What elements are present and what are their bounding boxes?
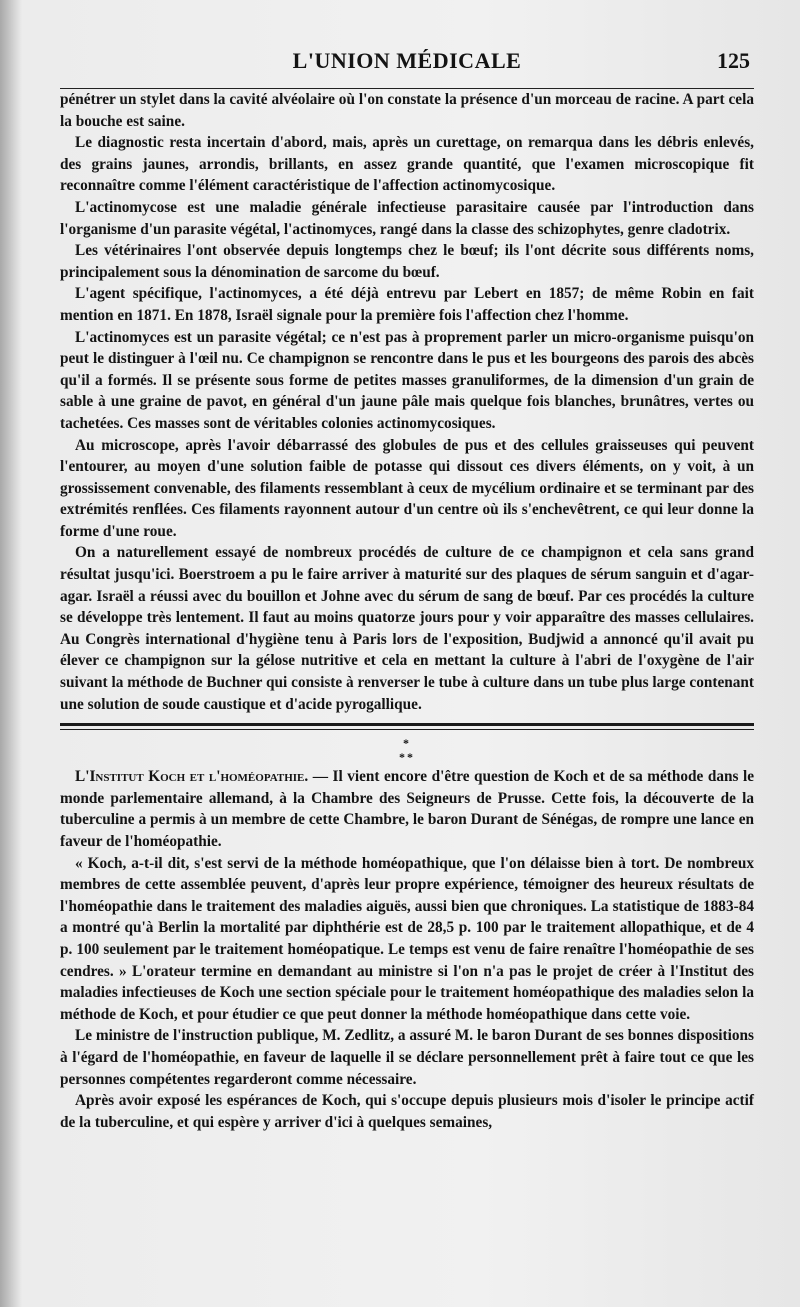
section-lead-text: — Il vient encore d'être question de Koch et de sa méthode dans le monde parlementaire allemand, à la Chambre des Seigneurs de Prusse. Cette fois, la découverte de la tuberculine a permis à un membre de cette Chambre, le baron Durant de Sénégas, de rompre une lance en faveur de l'homéopathie. [60, 768, 754, 850]
page-number: 125 [717, 48, 750, 73]
section-divider [60, 723, 754, 730]
running-title: L'UNION MÉDICALE [292, 48, 522, 73]
divider-thin-line [60, 729, 754, 730]
section-lead-paragraph [60, 766, 754, 852]
paragraph: Le ministre de l'instruction publique, M. Zedlitz, a assuré M. le baron Durant de ses bonnes dispositions à l'égard de l'homéopathie, en faveur de laquelle il se déclare personnellement prêt à faire tout ce que les personnes compétentes regarderont comme nécessaire. [60, 1027, 754, 1088]
paragraph: « Koch, a-t-il dit, s'est servi de la méthode homéopathique, que l'on délaisse bien à tort. De nombreux membres de cette assemblée peuvent, d'après leur propre expérience, témoigner des heureux résultats de l'homéopathie dans le traitement des maladies aiguës, aussi bien que chroniques. La statistique de 1883-84 a montré qu'à Berlin la mortalité par diphthérie est de 28,5 p. 100 par le traitement allopathique, et de 4 p. 100 seulement par le traitement homéopatique. Le temps est venu de faire renaître l'homéopathie de ses cendres. » L'orateur termine en demandant au ministre si l'on n'a pas le projet de créer à l'Institut des maladies infectieuses de Koch une section spéciale pour le traitement homéopathique des maladies selon la méthode de Koch, et pour étudier ce que peut donner la méthode homéopathique dans cette voie. [60, 854, 754, 1023]
divider-thick-line [60, 723, 754, 726]
paragraph: Après avoir exposé les espérances de Koch, qui s'occupe depuis plusieurs mois d'isoler le principe actif de la tuberculine, et qui espère y arriver d'ici à quelques semaines, [60, 1092, 754, 1131]
article-body [60, 89, 754, 715]
paragraph: On a naturellement essayé de nombreux procédés de culture de ce champignon et cela sans grand résultat jusqu'ici. Boerstroem a pu le faire arriver à maturité sur des plaques de sérum sanguin et d'agar-agar. Israël a réussi avec du bouillon et Johne avec du sérum de sang de bœuf. Par ces procédés la culture se développe très lentement. Il faut au moins quatorze jours pour y voir apparaître des masses cellulaires. Au Congrès international d'hygiène tenu à Paris lors de l'exposition, Budjwid a annoncé qu'il avait pu élever ce champignon sur la gélose nutritive et cela en mettant la culture à l'abri de l'oxygène de l'air suivant la méthode de Buchner qui consiste à renverser le tube à culture dans un tube plus large contenant une solution de soude caustique et d'acide pyrogallique. [60, 544, 754, 713]
paragraph: pénétrer un stylet dans la cavité alvéolaire où l'on constate la présence d'un morceau de racine. A part cela la bouche est saine. [60, 91, 754, 130]
section-heading: L'Institut Koch et l'homéopathie. [75, 768, 309, 786]
paragraph: Le diagnostic resta incertain d'abord, mais, après un curettage, on remarqua dans les débris enlevés, des grains jaunes, arrondis, brillants, en assez grande quantité, que l'examen microscopique fit reconnaître comme l'élément caractéristique de l'affection actinomycosique. [60, 134, 754, 195]
page-header [60, 48, 754, 82]
paragraph: L'actinomycose est une maladie générale infectieuse parasitaire causée par l'introduction dans l'organisme d'un parasite végétal, l'actinomyces, rangé dans la classe des schizophytes, genre cladotrix. [60, 198, 754, 238]
asterism: * ** [399, 736, 415, 765]
news-section [60, 766, 754, 1133]
paragraph: L'agent spécifique, l'actinomyces, a été déjà entrevu par Lebert en 1857; de même Robin en fait mention en 1871. En 1878, Israël signale pour la première fois l'affection chez l'homme. [60, 285, 754, 324]
paragraph: Les vétérinaires l'ont observée depuis longtemps chez le bœuf; ils l'ont décrite sous différents noms, principalement sous la dénomination de sarcome du bœuf. [60, 242, 754, 281]
paragraph: L'actinomyces est un parasite végétal; ce n'est pas à proprement parler un micro-organisme puisqu'on peut le distinguer à l'œil nu. Ce champignon se rencontre dans le pus et les bourgeons des parois des abcès qu'il a formés. Il se présente sous forme de petites masses granuliformes, de la dimension d'un grain de sable à une graine de pavot, en général d'un jaune pâle mais quelque fois blanches, brunâtres, vertes ou tachetées. Ces masses sont de véritables colonies actinomycosiques. [60, 328, 754, 432]
paragraph: Au microscope, après l'avoir débarrassé des globules de pus et des cellules graisseuses qui peuvent l'entourer, au moyen d'une solution faible de potasse qui dissout ces divers éléments, on y voit, à un grossissement convenable, des filaments ressemblant à ceux de mycélium ordinaire et se terminant par des extrémités renflées. Ces filaments rayonnent autour d'un centre où ils s'enchevêtrent, ce qui leur donne la forme d'une roue. [60, 436, 754, 540]
